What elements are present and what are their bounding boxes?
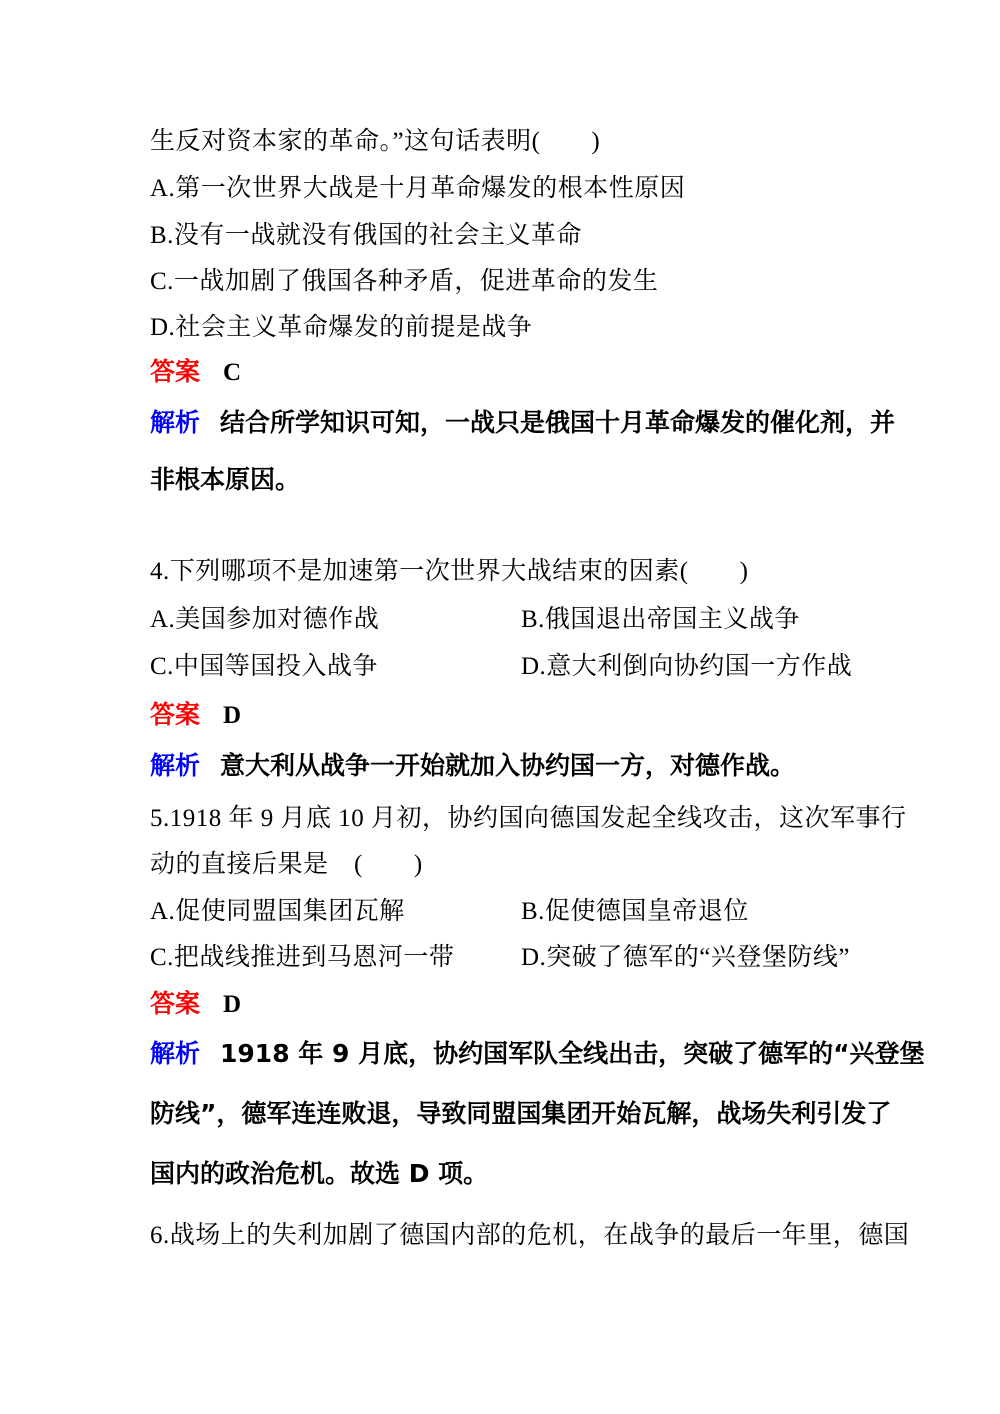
- question-5-stem-line-1: 5.1918 年 9 月底 10 月初，协约国向德国发起全线攻击，这次军事行: [150, 805, 907, 832]
- question-4-option-b: B.俄国退出帝国主义战争: [521, 606, 800, 633]
- question-4-answer-value: D: [223, 702, 242, 729]
- question-3-analysis-row: [150, 407, 895, 440]
- answer-label: 答案: [150, 357, 201, 386]
- answer-label: 答案: [150, 989, 201, 1018]
- question-5-analysis-row: [150, 1038, 925, 1071]
- question-5-option-a: A.促使同盟国集团瓦解: [150, 898, 405, 925]
- question-4-option-a: A.美国参加对德作战: [150, 606, 380, 633]
- question-4-answer-row: [150, 699, 242, 732]
- question-3-option-a: A.第一次世界大战是十月革命爆发的根本性原因: [150, 175, 686, 202]
- analysis-label: 解析: [150, 1039, 201, 1068]
- question-4-analysis-text: 意大利从战争一开始就加入协约国一方，对德作战。: [220, 751, 796, 780]
- question-5-answer-value: D: [223, 991, 242, 1018]
- question-4-option-d: D.意大利倒向协约国一方作战: [521, 653, 853, 680]
- question-4-stem: 4.下列哪项不是加速第一次世界大战结束的因素( ): [150, 558, 749, 585]
- question-5-option-d: D.突破了德军的“兴登堡防线”: [521, 944, 850, 971]
- question-3-answer-value: C: [223, 359, 242, 386]
- question-3-stem-continuation: 生反对资本家的革命。”这句话表明( ): [150, 128, 601, 155]
- analysis-label: 解析: [150, 751, 201, 780]
- question-5-analysis-line-2: 防线”，德军连连败退，导致同盟国集团开始瓦解，战场失利引发了: [150, 1099, 892, 1128]
- question-3-option-d: D.社会主义革命爆发的前提是战争: [150, 314, 533, 341]
- question-4-analysis-row: [150, 750, 795, 783]
- question-3-answer-row: [150, 356, 242, 389]
- question-4-option-c: C.中国等国投入战争: [150, 653, 378, 680]
- question-3-option-b: B.没有一战就没有俄国的社会主义革命: [150, 222, 582, 249]
- answer-label: 答案: [150, 700, 201, 729]
- question-5-stem-line-2: 动的直接后果是 ( ): [150, 851, 423, 878]
- question-5-analysis-line-3: 国内的政治危机。故选 D 项。: [150, 1159, 489, 1188]
- question-6-stem: 6.战场上的失利加剧了德国内部的危机，在战争的最后一年里，德国: [150, 1222, 910, 1249]
- question-5-answer-row: [150, 988, 242, 1021]
- question-3-analysis-line-1: 结合所学知识可知，一战只是俄国十月革命爆发的催化剂，并: [220, 408, 896, 437]
- analysis-label: 解析: [150, 408, 201, 437]
- question-5-option-b: B.促使德国皇帝退位: [521, 898, 749, 925]
- question-3-analysis-line-2: 非根本原因。: [150, 465, 301, 494]
- question-3-option-c: C.一战加剧了俄国各种矛盾，促进革命的发生: [150, 268, 659, 295]
- question-5-analysis-line-1: 1918 年 9 月底，协约国军队全线出击，突破了德军的“兴登堡: [220, 1039, 925, 1068]
- question-5-option-c: C.把战线推进到马恩河一带: [150, 944, 455, 971]
